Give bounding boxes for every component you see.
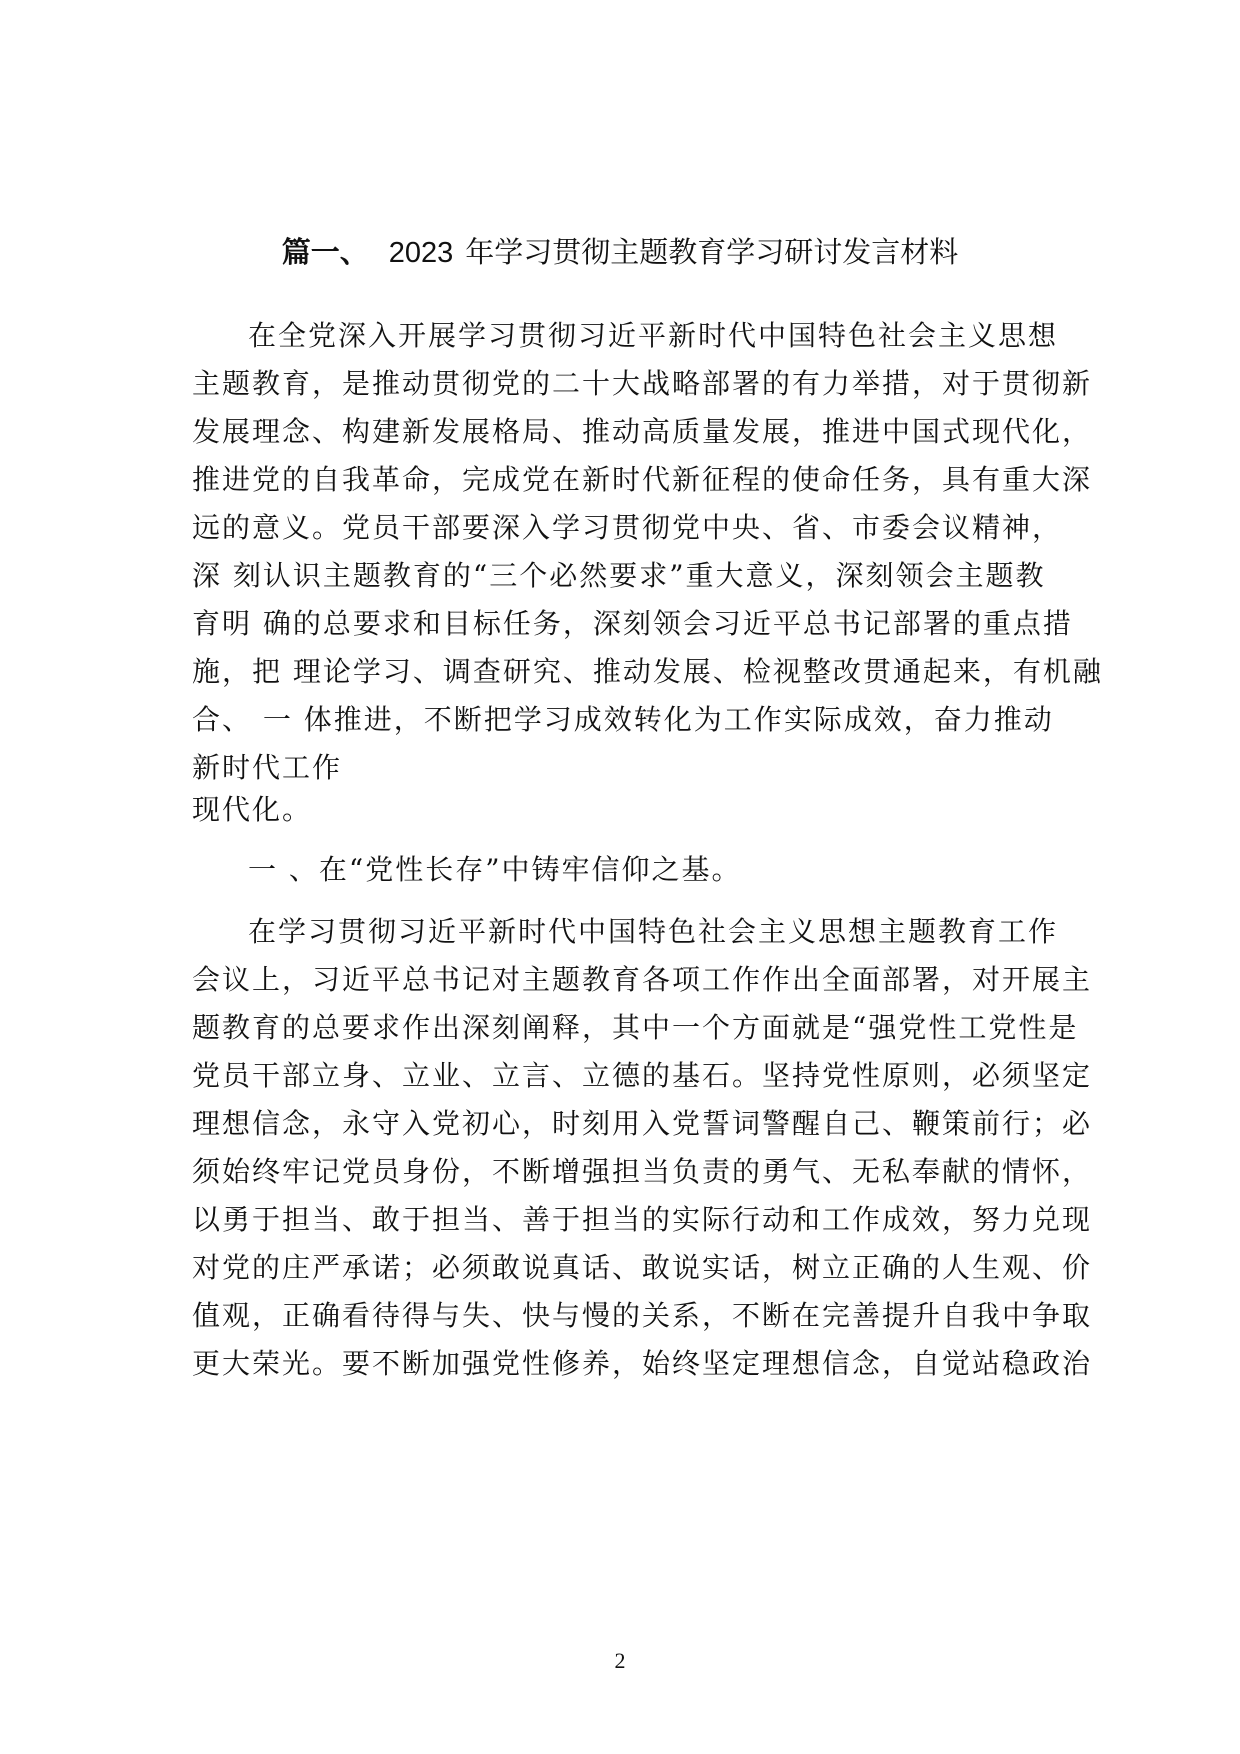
- paragraph-line: 对党的庄严承诺；必须敢说真话、敢说实话，树立正确的人生观、价: [192, 1251, 1093, 1284]
- paragraph-line: 在学习贯彻习近平新时代中国特色社会主义思想主题教育工作: [248, 915, 1059, 948]
- title-year: 2023: [388, 237, 454, 269]
- paragraph-line: 题教育的总要求作出深刻阐释，其中一个方面就是“强党性工党性是: [192, 1011, 1079, 1044]
- paragraph-line: 远的意义。党员干部要深入学习贯彻党中央、省、市委会议精神，: [192, 511, 1063, 544]
- paragraph-line: 会议上，习近平总书记对主题教育各项工作作出全面部署，对开展主: [192, 963, 1093, 996]
- paragraph-line: 现代化。: [192, 793, 313, 826]
- paragraph-line: 须始终牢记党员身份，不断增强担当负责的勇气、无私奉献的情怀，: [192, 1155, 1093, 1188]
- paragraph-line: 在全党深入开展学习贯彻习近平新时代中国特色社会主义思想: [248, 319, 1059, 352]
- title-text: 年学习贯彻主题教育学习研讨发言材料: [465, 235, 959, 269]
- paragraph-line: 深 刻认识主题教育的“三个必然要求”重大意义，深刻领会主题教: [192, 559, 1046, 592]
- page-number: 2: [614, 1648, 626, 1673]
- paragraph-line: 理想信念，永守入党初心，时刻用入党誓词警醒自己、鞭策前行；必: [192, 1107, 1093, 1140]
- paragraph-line: 更大荣光。要不断加强党性修养，始终坚定理想信念，自觉站稳政治: [192, 1347, 1093, 1380]
- paragraph-line: 以勇于担当、敢于担当、善于担当的实际行动和工作成效，努力兑现: [192, 1203, 1093, 1236]
- paragraph-line: 主题教育，是推动贯彻党的二十大战略部署的有力举措，对于贯彻新: [192, 367, 1093, 400]
- title-prefix: 篇一、: [281, 235, 369, 269]
- paragraph-line: 发展理念、构建新发展格局、推动高质量发展，推进中国式现代化，: [192, 415, 1093, 448]
- paragraph-line: 施，把 理论学习、调查研究、推动发展、检视整改贯通起来，有机融: [192, 655, 1103, 688]
- paragraph-line: 新时代工作: [192, 751, 343, 784]
- paragraph-line: 合、 一 体推进，不断把学习成效转化为工作实际成效，奋力推动: [192, 703, 1054, 736]
- paragraph-line: 推进党的自我革命，完成党在新时代新征程的使命任务，具有重大深: [192, 463, 1093, 496]
- section-heading: 一 、在“党性长存”中铸牢信仰之基。: [248, 853, 742, 886]
- paragraph-line: 育明 确的总要求和目标任务，深刻领会习近平总书记部署的重点措: [192, 607, 1073, 640]
- document-title: [0, 232, 1240, 273]
- paragraph-line: 党员干部立身、立业、立言、立德的基石。坚持党性原则，必须坚定: [192, 1059, 1093, 1092]
- paragraph-line: 值观，正确看待得与失、快与慢的关系，不断在完善提升自我中争取: [192, 1299, 1093, 1332]
